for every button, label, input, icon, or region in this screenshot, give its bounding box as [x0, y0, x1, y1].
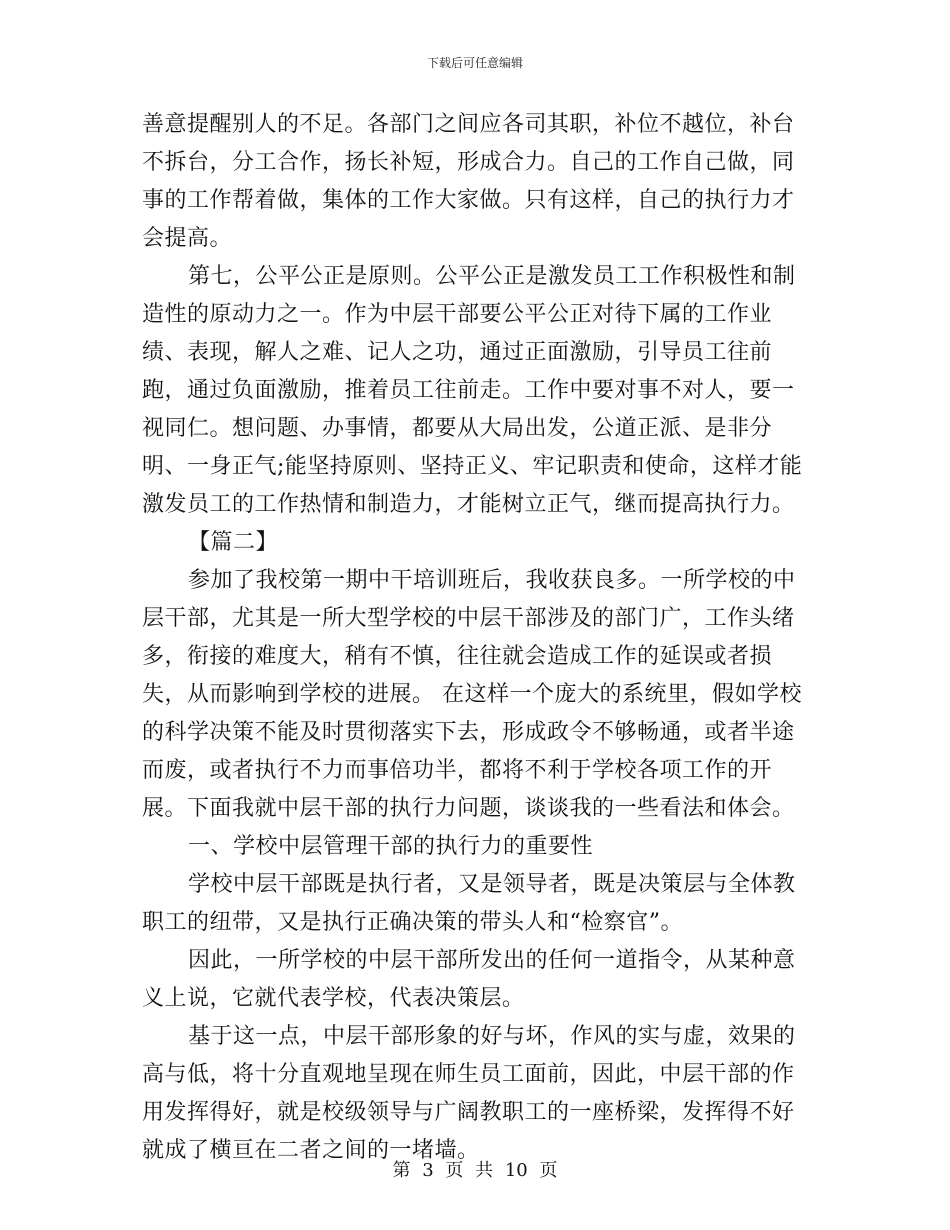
document-body — [142, 106, 814, 1170]
paragraph: 学校中层干部既是执行者，又是领导者，既是决策层与全体教职工的纽带，又是执行正确决策的带头人和“检察官”。 — [142, 872, 796, 935]
section-heading: 【篇二】 — [188, 530, 279, 555]
paragraph: 善意提醒别人的不足。各部门之间应各司其职，补位不越位，补台不拆台，分工合作，扬长补短，形成合力。自己的工作自己做，同事的工作帮着做，集体的工作大家做。只有这样，自己的执行力才会提高。 — [142, 112, 795, 251]
section-subheading: 一、学校中层管理干部的执行力的重要性 — [188, 834, 594, 859]
paragraph: 因此，一所学校的中层干部所发出的任何一道指令，从某种意义上说，它就代表学校，代表决策层。 — [142, 948, 796, 1011]
paragraph: 基于这一点，中层干部形象的好与坏，作风的实与虚，效果的高与低，将十分直观地呈现在师生员工面前，因此，中层干部的作用发挥得好，就是校级领导与广阔教职工的一座桥梁，发挥得不好就成了横亘在二者之间的一堵墙。 — [142, 1024, 796, 1163]
page-header: 下载后可任意编辑 — [426, 56, 523, 70]
paragraph: 参加了我校第一期中干培训班后，我收获良多。一所学校的中层干部，尤其是一所大型学校的中层干部涉及的部门广，工作头绪多，衔接的难度大，稍有不慎，往往就会造成工作的延误或者损失，从而影响到学校的进展。 在这样一个庞大的系统里，假如学校的科学决策不能及时贯彻落实下去，形成政令不够畅通，或者半途而废，或者执行不力而事倍功半，都将不利于学校各项工作的开展。下面我就中层干部的执行力问题，谈谈我的一些看法和体会。 — [142, 568, 802, 821]
page-number: 第 3 页 共 10 页 — [392, 1160, 558, 1181]
paragraph: 第七，公平公正是原则。公平公正是激发员工工作积极性和制造性的原动力之一。作为中层干部要公平公正对待下属的工作业绩、表现，解人之难、记人之功，通过正面激励，引导员工往前跑，通过负面激励，推着员工往前走。工作中要对事不对人，要一视同仁。想问题、办事情，都要从大局出发，公道正派、是非分明、一身正气;能坚持原则、坚持正义、牢记职责和使命，这样才能激发员工的工作热情和制造力，才能树立正气，继而提高执行力。 — [142, 264, 803, 517]
